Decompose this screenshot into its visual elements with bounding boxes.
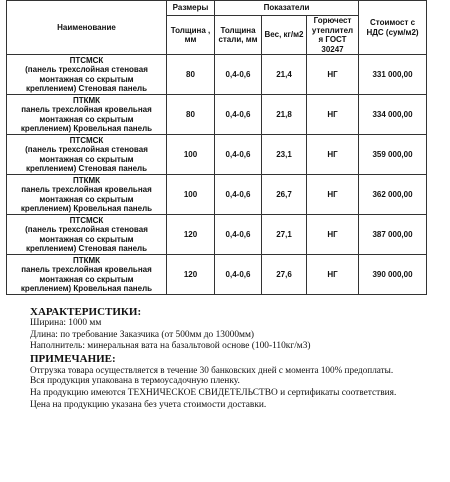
product-name-cell [7,135,167,175]
product-desc-line: монтажная со скрытым [39,114,134,124]
width-line: Ширина: 1000 мм [30,318,102,328]
product-name-cell [7,215,167,255]
header-thickness: Толщина , мм [167,16,215,55]
flammability-cell: НГ [307,135,359,175]
header-price: Стоимост с НДС (сум/м2) [359,1,427,55]
length-line: Длина: по требование Заказчика (от 500мм до 13000мм) [30,329,255,340]
product-name-cell [7,95,167,135]
table-row [7,175,427,215]
product-desc-line: креплением) Кровельная панель [20,124,153,133]
product-code: ПТКМК [72,95,101,105]
steel-cell: 0,4-0,6 [215,255,262,295]
weight-cell: 26,7 [262,175,307,215]
steel-cell: 0,4-0,6 [215,55,262,95]
steel-cell: 0,4-0,6 [215,135,262,175]
header-indicators: Показатели [215,1,359,16]
product-desc-line: креплением) Кровельная панель [20,284,153,293]
price-cell: 387 000,00 [359,215,427,255]
product-desc-line: монтажная со скрытым [39,194,134,204]
header-sizes: Размеры [167,1,215,16]
remarks-heading: ПРИМЕЧАНИЕ: [30,352,116,365]
header-steel: Толщина стали, мм [215,16,262,55]
product-desc-line: креплением) Кровельная панель [20,204,153,213]
steel-cell: 0,4-0,6 [215,95,262,135]
price-cell: 359 000,00 [359,135,427,175]
price-cell: 331 000,00 [359,55,427,95]
thickness-cell: 80 [167,95,215,135]
weight-cell: 21,4 [262,55,307,95]
product-code: ПТСМСК [69,55,104,65]
price-table [6,0,427,295]
product-desc-line: монтажная со скрытым [39,74,134,84]
table-row [7,55,427,95]
product-desc-line: (панель трехслойная стеновая [25,65,148,74]
table-row [7,215,427,255]
product-name-cell [7,175,167,215]
flammability-cell: НГ [307,215,359,255]
product-desc-line: монтажная со скрытым [39,154,134,164]
product-code: ПТСМСК [69,215,104,225]
thickness-cell: 120 [167,255,215,295]
product-name-cell [7,255,167,295]
product-desc-line: (панель трехслойная стеновая [25,145,148,154]
filler-line: Наполнитель: минеральная вата на базальтовой основе (100-110кг/м3) [30,341,311,352]
product-code: ПТСМСК [69,135,104,145]
flammability-cell: НГ [307,175,359,215]
thickness-cell: 80 [167,55,215,95]
price-cell: 362 000,00 [359,175,427,215]
product-name-cell [7,55,167,95]
table-row [7,135,427,175]
product-desc-line: креплением) Стеновая панель [25,244,148,253]
flammability-cell: НГ [307,95,359,135]
steel-cell: 0,4-0,6 [215,175,262,215]
price-cell: 390 000,00 [359,255,427,295]
characteristics-heading: ХАРАКТЕРИСТИКИ: [30,306,142,318]
product-desc-line: монтажная со скрытым [39,234,134,244]
product-desc-line: креплением) Стеновая панель [25,84,148,93]
weight-cell: 27,1 [262,215,307,255]
table-row [7,255,427,295]
product-desc-line: панель трехслойная кровельная [21,265,152,274]
product-desc-line: панель трехслойная кровельная [21,105,152,114]
shipping-line: Отгрузка товара осуществляется в течение 30 банковских дней с момента 100% предоплаты. [30,364,394,375]
weight-cell: 27,6 [262,255,307,295]
price-note-line: Цена на продукцию указана без учета стоимости доставки. [30,399,267,410]
weight-cell: 23,1 [262,135,307,175]
table-header-row-top [7,1,427,16]
product-desc-line: (панель трехслойная стеновая [25,225,148,234]
product-code: ПТКМК [72,175,101,185]
thickness-cell: 100 [167,175,215,215]
product-code: ПТКМК [72,255,101,265]
header-flammability: Горючест утеплител я ГОСТ 30247 [307,16,359,55]
flammability-cell: НГ [307,55,359,95]
thickness-cell: 120 [167,215,215,255]
header-name: Наименование [7,1,167,55]
thickness-cell: 100 [167,135,215,175]
header-weight: Вес, кг/м2 [262,16,307,55]
certificate-line: На продукцию имеются ТЕХНИЧЕСКОЕ СВИДЕТЕЛЬСТВО и сертификаты соответствия. [30,387,397,398]
steel-cell: 0,4-0,6 [215,215,262,255]
price-cell: 334 000,00 [359,95,427,135]
table-row [7,95,427,135]
packaging-line: Вся продукция упакована в термоусадочную пленку. [30,376,240,387]
product-desc-line: панель трехслойная кровельная [21,185,152,194]
notes-section [30,306,450,411]
product-desc-line: креплением) Стеновая панель [25,164,148,173]
weight-cell: 21,8 [262,95,307,135]
flammability-cell: НГ [307,255,359,295]
product-desc-line: монтажная со скрытым [39,274,134,284]
